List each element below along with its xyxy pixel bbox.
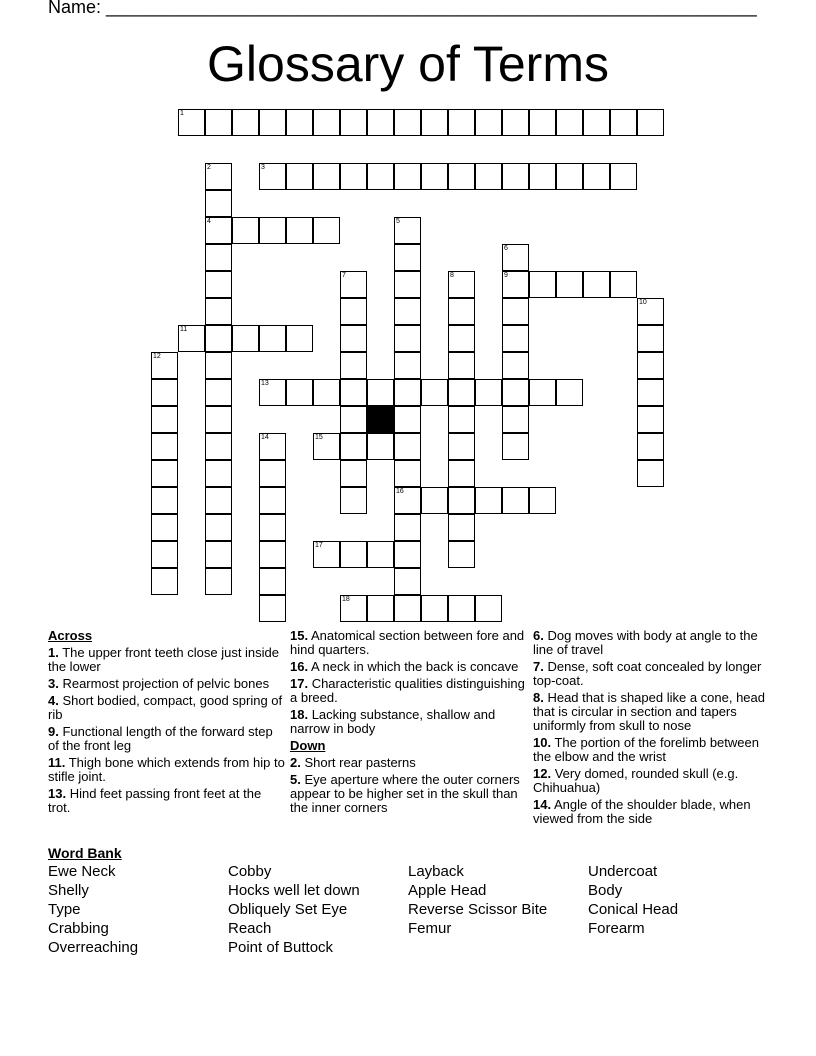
clue-item: 9. Functional length of the forward step of the front leg bbox=[48, 724, 273, 753]
grid-cell[interactable] bbox=[313, 109, 340, 136]
grid-cell[interactable] bbox=[259, 433, 286, 460]
grid-cell[interactable] bbox=[637, 379, 664, 406]
grid-cell[interactable] bbox=[259, 325, 286, 352]
grid-cell[interactable] bbox=[448, 298, 475, 325]
clue-heading: Down bbox=[290, 738, 326, 753]
clue-number: 14 bbox=[261, 434, 269, 441]
grid-cell[interactable] bbox=[475, 595, 502, 622]
grid-cell[interactable] bbox=[205, 460, 232, 487]
grid-cell[interactable] bbox=[259, 514, 286, 541]
grid-cell[interactable] bbox=[529, 163, 556, 190]
clue-heading: Across bbox=[48, 628, 93, 643]
grid-cell[interactable] bbox=[394, 298, 421, 325]
grid-cell[interactable] bbox=[637, 433, 664, 460]
grid-cell[interactable] bbox=[340, 298, 367, 325]
grid-cell[interactable] bbox=[394, 325, 421, 352]
grid-cell[interactable] bbox=[637, 406, 664, 433]
grid-cell[interactable] bbox=[259, 379, 286, 406]
word-bank-item: Point of Buttock bbox=[228, 939, 334, 956]
grid-cell[interactable] bbox=[502, 433, 529, 460]
word-bank-item: Cobby bbox=[228, 863, 272, 880]
word-bank-item: Obliquely Set Eye bbox=[228, 901, 348, 918]
grid-cell[interactable] bbox=[448, 163, 475, 190]
grid-cell[interactable] bbox=[205, 352, 232, 379]
grid-cell[interactable] bbox=[205, 163, 232, 190]
grid-cell[interactable] bbox=[421, 163, 448, 190]
grid-cell[interactable] bbox=[448, 379, 475, 406]
clue-number: 7 bbox=[342, 272, 346, 279]
clue-num: 15. bbox=[290, 628, 309, 643]
clue-number: 1 bbox=[180, 110, 184, 117]
grid-cell[interactable] bbox=[340, 163, 367, 190]
clue-num: 13. bbox=[48, 786, 67, 801]
grid-cell[interactable] bbox=[610, 109, 637, 136]
grid-cell[interactable] bbox=[448, 352, 475, 379]
grid-cell[interactable] bbox=[367, 433, 394, 460]
grid-cell[interactable] bbox=[340, 487, 367, 514]
grid-cell[interactable] bbox=[394, 487, 421, 514]
grid-cell[interactable] bbox=[205, 217, 232, 244]
grid-cell[interactable] bbox=[313, 217, 340, 244]
grid-cell[interactable] bbox=[637, 325, 664, 352]
clue-num: 14. bbox=[533, 797, 552, 812]
grid-cell[interactable] bbox=[178, 325, 205, 352]
puzzle-title: Glossary of Terms bbox=[207, 36, 609, 92]
clue-column-2 bbox=[290, 629, 528, 818]
clue-num: 1. bbox=[48, 645, 59, 660]
grid-cell[interactable] bbox=[286, 163, 313, 190]
grid-cell[interactable] bbox=[502, 379, 529, 406]
word-bank-item: Reverse Scissor Bite bbox=[408, 901, 548, 918]
grid-cell[interactable] bbox=[205, 433, 232, 460]
grid-cell[interactable] bbox=[151, 352, 178, 379]
clue-number: 16 bbox=[396, 488, 404, 495]
grid-cell[interactable] bbox=[313, 379, 340, 406]
clue-num: 11. bbox=[48, 755, 66, 770]
grid-cell[interactable] bbox=[286, 109, 313, 136]
grid-cell[interactable] bbox=[205, 325, 232, 352]
grid-cell[interactable] bbox=[259, 487, 286, 514]
clue-item: 14. Angle of the shoulder blade, when viewed from the side bbox=[533, 797, 751, 826]
grid-cell[interactable] bbox=[556, 163, 583, 190]
grid-cell[interactable] bbox=[394, 352, 421, 379]
grid-cell[interactable] bbox=[502, 406, 529, 433]
grid-cell[interactable] bbox=[448, 271, 475, 298]
clue-num: 9. bbox=[48, 724, 59, 739]
grid-cell[interactable] bbox=[637, 460, 664, 487]
clue-item: 18. Lacking substance, shallow and narrow in body bbox=[290, 707, 496, 736]
grid-cell[interactable] bbox=[394, 406, 421, 433]
grid-cell[interactable] bbox=[205, 190, 232, 217]
clue-item: 7. Dense, soft coat concealed by longer top-coat. bbox=[533, 659, 762, 688]
clue-num: 8. bbox=[533, 690, 544, 705]
grid-cell[interactable] bbox=[205, 109, 232, 136]
grid-cell[interactable] bbox=[583, 109, 610, 136]
clue-number: 2 bbox=[207, 164, 211, 171]
grid-cell[interactable] bbox=[340, 460, 367, 487]
grid-cell[interactable] bbox=[286, 325, 313, 352]
grid-cell[interactable] bbox=[340, 433, 367, 460]
clue-item: 1. The upper front teeth close just inside the lower bbox=[48, 645, 280, 674]
word-bank-heading: Word Bank bbox=[48, 845, 122, 861]
grid-cell[interactable] bbox=[205, 298, 232, 325]
grid-cell[interactable] bbox=[259, 109, 286, 136]
grid-cell[interactable] bbox=[529, 109, 556, 136]
clue-item: 8. Head that is shaped like a cone, head that is circular in section and tapers uniformly from skull to nose bbox=[533, 690, 765, 733]
grid-cell[interactable] bbox=[151, 514, 178, 541]
grid-cell[interactable] bbox=[502, 325, 529, 352]
word-bank-item: Crabbing bbox=[48, 920, 109, 937]
clue-number: 9 bbox=[504, 272, 508, 279]
word-bank-item: Layback bbox=[408, 863, 464, 880]
grid-cell[interactable] bbox=[340, 595, 367, 622]
word-bank-item: Body bbox=[588, 882, 623, 899]
grid-cell[interactable] bbox=[475, 109, 502, 136]
grid-cell[interactable] bbox=[259, 568, 286, 595]
clue-item: 10. The portion of the forelimb between the elbow and the wrist bbox=[533, 735, 759, 764]
grid-cell[interactable] bbox=[205, 514, 232, 541]
grid-cell[interactable] bbox=[421, 379, 448, 406]
grid-cell[interactable] bbox=[151, 460, 178, 487]
grid-cell[interactable] bbox=[448, 595, 475, 622]
grid-cell[interactable] bbox=[205, 271, 232, 298]
grid-cell[interactable] bbox=[394, 514, 421, 541]
grid-cell[interactable] bbox=[448, 406, 475, 433]
grid-cell[interactable] bbox=[367, 379, 394, 406]
clue-num: 4. bbox=[48, 693, 59, 708]
clue-number: 10 bbox=[639, 299, 647, 306]
grid-cell[interactable] bbox=[502, 244, 529, 271]
grid-cell[interactable] bbox=[421, 487, 448, 514]
name-field-label: Name: _________________________________________________________________ bbox=[48, 0, 757, 17]
grid-cell[interactable] bbox=[205, 379, 232, 406]
word-bank-item: Overreaching bbox=[48, 939, 139, 956]
grid-cell[interactable] bbox=[448, 433, 475, 460]
grid-cell[interactable] bbox=[394, 568, 421, 595]
grid-cell[interactable] bbox=[205, 541, 232, 568]
grid-cell[interactable] bbox=[340, 325, 367, 352]
grid-cell[interactable] bbox=[556, 379, 583, 406]
grid-cell[interactable] bbox=[502, 352, 529, 379]
grid-cell[interactable] bbox=[394, 109, 421, 136]
clue-item: 16. A neck in which the back is concave bbox=[290, 659, 519, 674]
grid-cell[interactable] bbox=[232, 109, 259, 136]
grid-cell[interactable] bbox=[529, 379, 556, 406]
clue-item: 6. Dog moves with body at angle to the line of travel bbox=[533, 628, 758, 657]
grid-cell[interactable] bbox=[502, 271, 529, 298]
grid-cell[interactable] bbox=[367, 595, 394, 622]
clue-num: 16. bbox=[290, 659, 309, 674]
grid-cell[interactable] bbox=[340, 352, 367, 379]
grid-cell[interactable] bbox=[151, 487, 178, 514]
grid-cell[interactable] bbox=[394, 244, 421, 271]
grid-cell[interactable] bbox=[394, 460, 421, 487]
grid-cell[interactable] bbox=[448, 541, 475, 568]
grid-cell[interactable] bbox=[448, 460, 475, 487]
grid-cell[interactable] bbox=[232, 217, 259, 244]
word-bank-item: Forearm bbox=[588, 920, 645, 937]
grid-cell[interactable] bbox=[367, 541, 394, 568]
clue-num: 6. bbox=[533, 628, 544, 643]
grid-cell[interactable] bbox=[151, 379, 178, 406]
word-bank-item: Femur bbox=[408, 920, 452, 937]
clue-number: 11 bbox=[180, 326, 188, 333]
grid-cell[interactable] bbox=[205, 568, 232, 595]
grid-cell[interactable] bbox=[475, 487, 502, 514]
word-bank-item: Reach bbox=[228, 920, 272, 937]
clue-item: 2. Short rear pasterns bbox=[290, 755, 416, 770]
grid-cell[interactable] bbox=[394, 217, 421, 244]
clue-column-3 bbox=[533, 629, 771, 829]
grid-cell[interactable] bbox=[259, 595, 286, 622]
grid-cell[interactable] bbox=[394, 163, 421, 190]
clue-number: 3 bbox=[261, 164, 265, 171]
clue-number: 8 bbox=[450, 272, 454, 279]
clue-number: 17 bbox=[315, 542, 323, 549]
grid-cell[interactable] bbox=[502, 298, 529, 325]
grid-cell[interactable] bbox=[340, 541, 367, 568]
clue-number: 4 bbox=[207, 218, 211, 225]
grid-cell[interactable] bbox=[340, 379, 367, 406]
word-bank-item: Apple Head bbox=[408, 882, 487, 899]
grid-cell[interactable] bbox=[475, 163, 502, 190]
grid-cell[interactable] bbox=[394, 379, 421, 406]
grid-cell[interactable] bbox=[259, 217, 286, 244]
clue-num: 7. bbox=[533, 659, 544, 674]
clue-num: 10. bbox=[533, 735, 552, 750]
grid-cell[interactable] bbox=[448, 487, 475, 514]
grid-cell[interactable] bbox=[205, 244, 232, 271]
grid-cell[interactable] bbox=[340, 406, 367, 433]
grid-cell[interactable] bbox=[151, 406, 178, 433]
grid-cell[interactable] bbox=[340, 271, 367, 298]
grid-cell[interactable] bbox=[151, 568, 178, 595]
grid-cell[interactable] bbox=[394, 541, 421, 568]
grid-cell[interactable] bbox=[421, 595, 448, 622]
clue-item: 12. Very domed, rounded skull (e.g. Chihuahua) bbox=[533, 766, 739, 795]
grid-cell[interactable] bbox=[205, 487, 232, 514]
grid-cell[interactable] bbox=[637, 109, 664, 136]
clue-item: 15. Anatomical section between fore and hind quarters. bbox=[290, 628, 525, 657]
clue-item: 3. Rearmost projection of pelvic bones bbox=[48, 676, 270, 691]
clue-num: 3. bbox=[48, 676, 59, 691]
grid-cell[interactable] bbox=[205, 406, 232, 433]
grid-cell[interactable] bbox=[232, 325, 259, 352]
grid-cell[interactable] bbox=[340, 109, 367, 136]
word-bank-item: Type bbox=[48, 901, 81, 918]
grid-cell[interactable] bbox=[583, 163, 610, 190]
grid-cell[interactable] bbox=[502, 487, 529, 514]
clue-number: 18 bbox=[342, 596, 350, 603]
grid-cell[interactable] bbox=[448, 514, 475, 541]
grid-cell[interactable] bbox=[259, 541, 286, 568]
grid-cell[interactable] bbox=[637, 298, 664, 325]
black-cell bbox=[367, 406, 394, 433]
clue-item: 5. Eye aperture where the outer corners appear to be higher set in the skull than the inner corners bbox=[290, 772, 520, 815]
grid-cell[interactable] bbox=[367, 109, 394, 136]
grid-cell[interactable] bbox=[502, 109, 529, 136]
grid-cell[interactable] bbox=[151, 433, 178, 460]
clue-number: 12 bbox=[153, 353, 161, 360]
clue-number: 15 bbox=[315, 434, 323, 441]
grid-cell[interactable] bbox=[556, 109, 583, 136]
grid-cell[interactable] bbox=[394, 433, 421, 460]
word-bank-item: Undercoat bbox=[588, 863, 658, 880]
grid-cell[interactable] bbox=[286, 379, 313, 406]
clue-item: 4. Short bodied, compact, good spring of rib bbox=[48, 693, 283, 722]
grid-cell[interactable] bbox=[313, 163, 340, 190]
word-bank-item: Ewe Neck bbox=[48, 863, 116, 880]
grid-cell[interactable] bbox=[448, 109, 475, 136]
clue-num: 5. bbox=[290, 772, 301, 787]
clue-number: 13 bbox=[261, 380, 269, 387]
grid-cell[interactable] bbox=[259, 460, 286, 487]
clue-column-1 bbox=[48, 629, 286, 818]
grid-cell[interactable] bbox=[583, 271, 610, 298]
clue-item: 11. Thigh bone which extends from hip to stifle joint. bbox=[48, 755, 285, 784]
clue-num: 2. bbox=[290, 755, 301, 770]
grid-cell[interactable] bbox=[286, 217, 313, 244]
word-bank-item: Shelly bbox=[48, 882, 89, 899]
grid-cell[interactable] bbox=[178, 109, 205, 136]
clue-num: 17. bbox=[290, 676, 309, 691]
clue-item: 17. Characteristic qualities distinguishing a breed. bbox=[290, 676, 525, 705]
grid-cell[interactable] bbox=[502, 163, 529, 190]
grid-cell[interactable] bbox=[394, 271, 421, 298]
grid-cell[interactable] bbox=[475, 379, 502, 406]
grid-cell[interactable] bbox=[313, 433, 340, 460]
clue-item: 13. Hind feet passing front feet at the trot. bbox=[48, 786, 262, 815]
grid-cell[interactable] bbox=[529, 271, 556, 298]
grid-cell[interactable] bbox=[610, 163, 637, 190]
grid-cell[interactable] bbox=[610, 271, 637, 298]
word-bank-item: Hocks well let down bbox=[228, 882, 360, 899]
grid-cell[interactable] bbox=[367, 163, 394, 190]
grid-cell[interactable] bbox=[421, 109, 448, 136]
clue-num: 18. bbox=[290, 707, 309, 722]
grid-cell[interactable] bbox=[259, 163, 286, 190]
grid-cell[interactable] bbox=[151, 541, 178, 568]
grid-cell[interactable] bbox=[637, 352, 664, 379]
word-bank-item: Conical Head bbox=[588, 901, 679, 918]
clue-number: 5 bbox=[396, 218, 400, 225]
grid-cell[interactable] bbox=[448, 325, 475, 352]
grid-cell[interactable] bbox=[313, 541, 340, 568]
grid-cell[interactable] bbox=[556, 271, 583, 298]
clue-number: 6 bbox=[504, 245, 508, 252]
grid-cell[interactable] bbox=[529, 487, 556, 514]
clue-num: 12. bbox=[533, 766, 552, 781]
grid-cell[interactable] bbox=[394, 595, 421, 622]
